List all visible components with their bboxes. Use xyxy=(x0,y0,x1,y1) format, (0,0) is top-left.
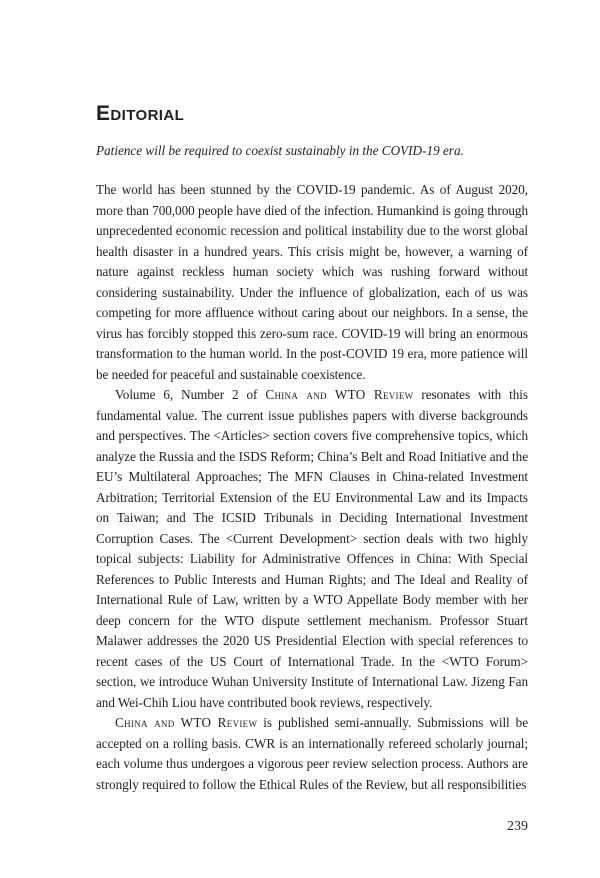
paragraph-2-text: resonates with this fundamental value. The current issue publishes papers with diverse backgrounds and perspectives. The <Articles> section covers five comprehensive topics, which analyze the Russia and the ISDS Reform; China’s Belt and Road Initiative and the EU’s Multilateral Approaches; The MFN Clauses in China-related Investment Arbitration; Territorial Extension of the EU Environmental Law and its Impacts on Taiwan; and The ICSID Tribunals in Deciding International Investment Corruption Cases. The <Current Development> section deals with two highly topical subjects: Liability for Administrative Offences in China: With Special References to Public Interests and Human Rights; and The Ideal and Reality of International Rule of Law, written by a WTO Appellate Body member with her deep concern for the WTO dispute settlement mechanism. Professor Stuart Malawer addresses the 2020 US Presidential Election with special references to recent cases of the US Court of International Trade. In the <WTO Forum> section, we introduce Wuhan University Institute of International Law. Jizeng Fan and Wei-Chih Liou have contributed book reviews, respectively. xyxy=(96,387,529,710)
journal-title: China and WTO Review xyxy=(115,715,258,730)
page-number: 239 xyxy=(507,819,528,834)
paragraph-3-text: is published semi-annually. Submissions will be accepted on a rolling basis. CWR is an internationally refereed scholarly journal; each volume thus undergoes a vigorous peer review selection process. Authors are strongly required to follow the Ethical Rules of the Review, but all responsibilities xyxy=(96,715,529,792)
paragraph-3 xyxy=(96,713,528,795)
paragraph-2-prefix: Volume 6, Number 2 of xyxy=(115,387,258,402)
editorial-subtitle: Patience will be required to coexist sustainably in the COVID-19 era. xyxy=(96,143,464,158)
body-text xyxy=(96,180,528,795)
journal-title: China and WTO Review xyxy=(265,387,414,402)
section-heading: Editorial xyxy=(96,102,185,125)
paragraph-2 xyxy=(96,385,528,713)
paragraph-1: The world has been stunned by the COVID-19 pandemic. As of August 2020, more than 700,000 people have died of the infection. Humankind is going through unprecedented economic recession and political instability due to the worst global health disaster in a hundred years. This crisis might be, however, a warning of nature against reckless human society which was rushing forward without considering sustainability. Under the influence of globalization, each of us was competing for more affluence without caring about our neighbors. In a sense, the virus has forcibly stopped this zero-sum race. COVID-19 will bring an enormous transformation to the human world. In the post-COVID 19 era, more patience will be needed for peaceful and sustainable coexistence. xyxy=(96,182,528,382)
